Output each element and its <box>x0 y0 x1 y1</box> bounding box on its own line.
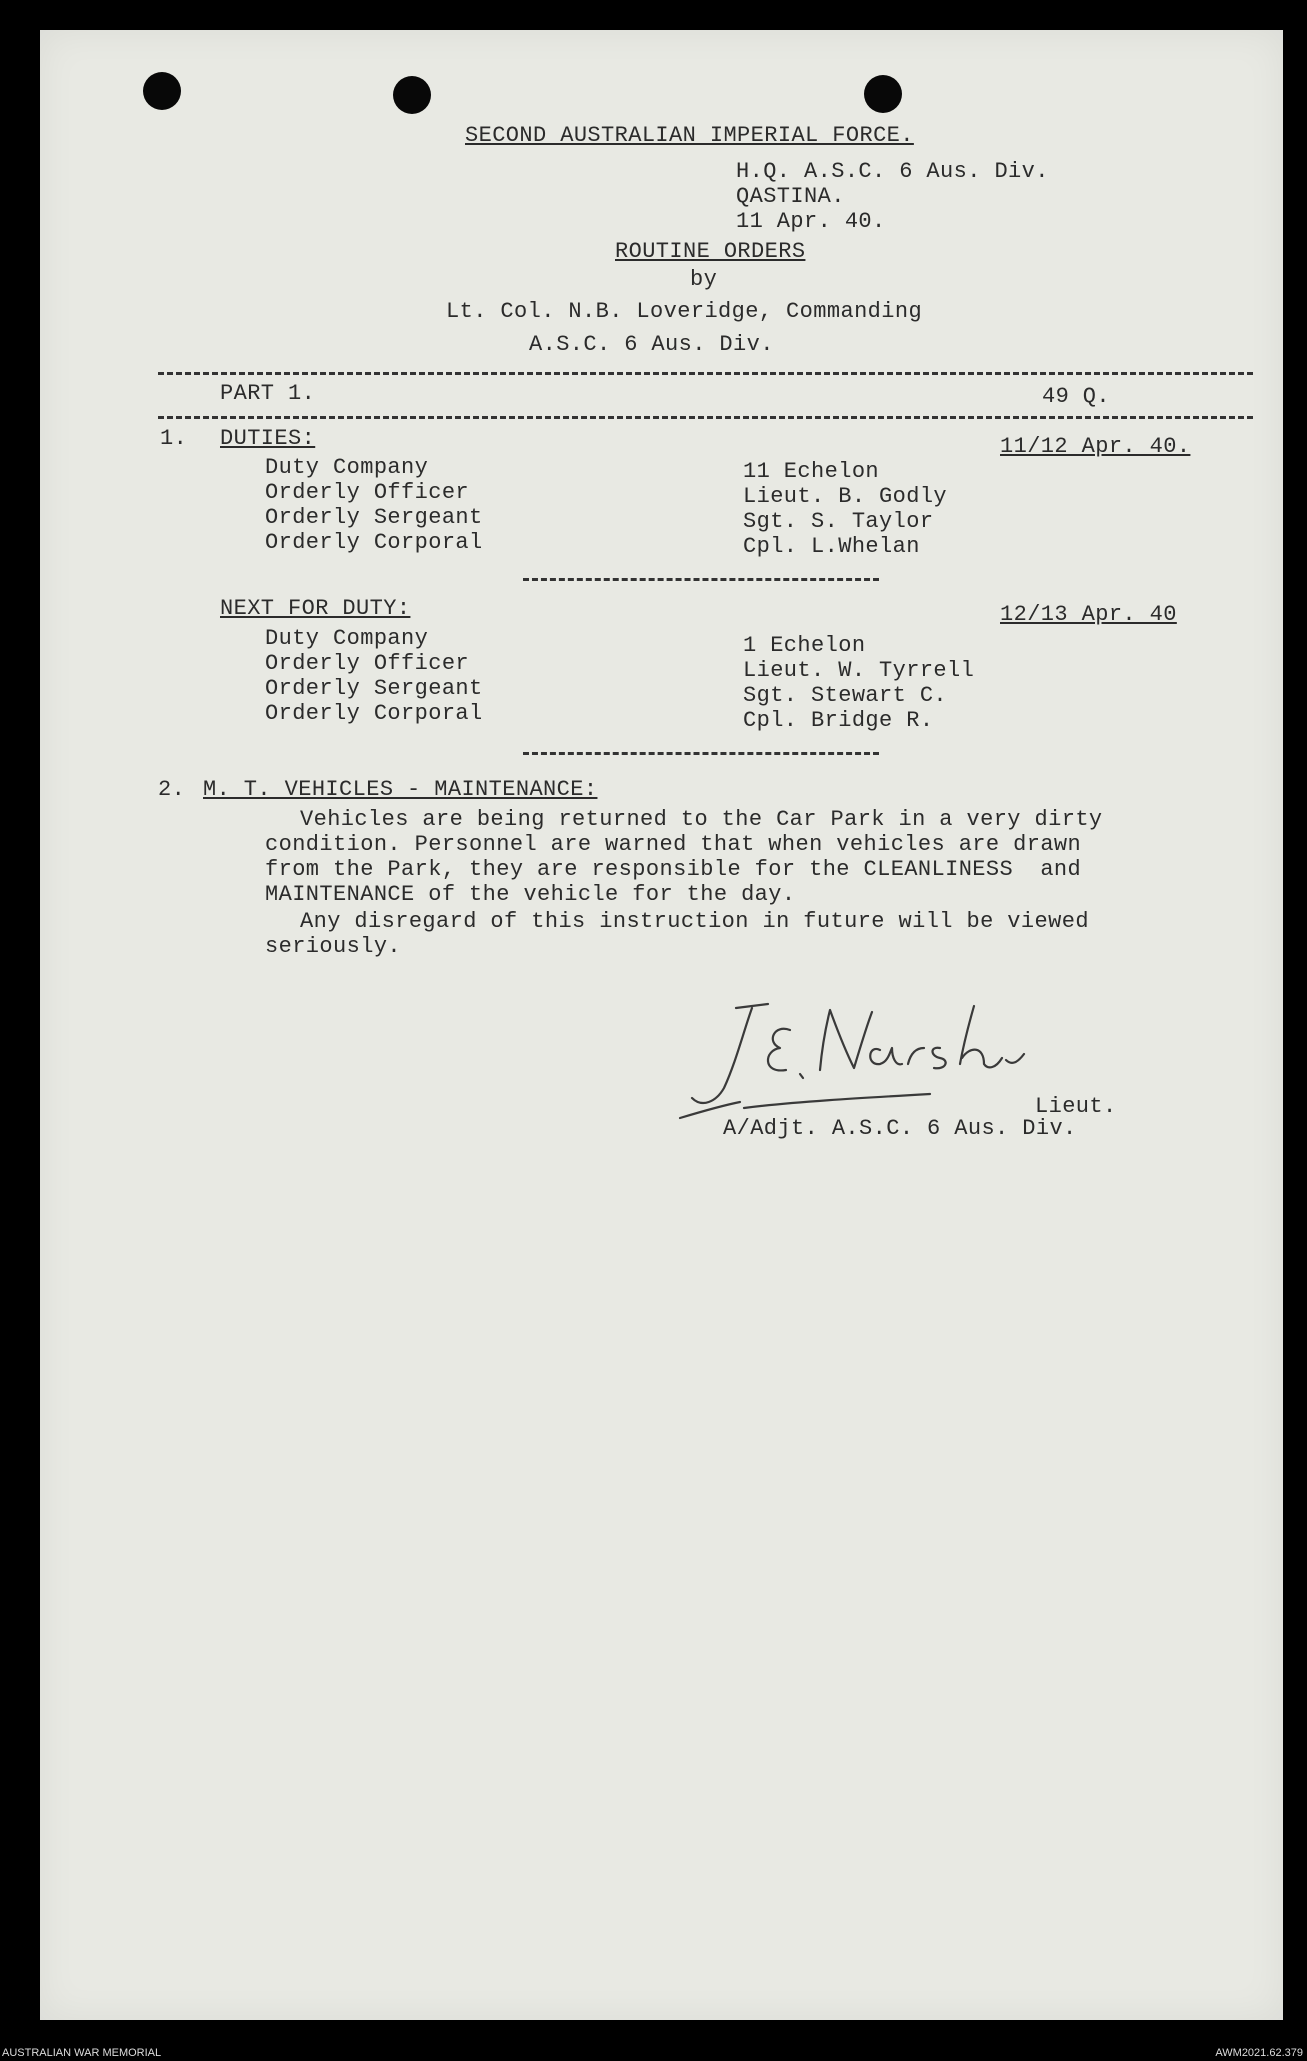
footer-accession: AWM2021.62.379 <box>1215 2047 1303 2059</box>
hq-line: H.Q. A.S.C. 6 Aus. Div. <box>736 159 1049 184</box>
vehicles-heading: M. T. VEHICLES - MAINTENANCE: <box>203 777 598 802</box>
rule-second <box>158 416 1253 419</box>
rule-short-2 <box>523 752 879 755</box>
duty-name: Lieut. B. Godly <box>743 484 948 509</box>
part-number: 49 Q. <box>1042 384 1111 409</box>
date-line: 11 Apr. 40. <box>736 209 886 234</box>
next-duty-role: Orderly Sergeant <box>265 676 483 701</box>
by-line: by <box>690 267 718 292</box>
next-duty-role: Orderly Officer <box>265 651 470 676</box>
vehicles-paragraph-line: condition. Personnel are warned that when vehicles are drawn <box>265 832 1082 857</box>
duty-role: Orderly Sergeant <box>265 505 483 530</box>
place-line: QASTINA. <box>736 184 845 209</box>
footer-source: AUSTRALIAN WAR MEMORIAL <box>2 2047 162 2059</box>
duty-name: 11 Echelon <box>743 459 880 484</box>
commander-line: Lt. Col. N.B. Loveridge, Commanding <box>446 299 923 324</box>
duty-role: Orderly Corporal <box>265 530 483 555</box>
duty-name: Sgt. S. Taylor <box>743 509 934 534</box>
next-duty-date: 12/13 Apr. 40 <box>1000 602 1177 627</box>
force-heading: SECOND AUSTRALIAN IMPERIAL FORCE. <box>465 123 914 148</box>
duty-role: Duty Company <box>265 455 429 480</box>
section-1-number: 1. <box>160 426 188 451</box>
vehicles-paragraph-line: from the Park, they are responsible for the CLEANLINESS and <box>265 857 1082 882</box>
signature-rank: Lieut. <box>1035 1094 1117 1119</box>
vehicles-paragraph-line: Vehicles are being returned to the Car Park in a very dirty <box>300 807 1103 832</box>
vehicles-paragraph-line: MAINTENANCE of the vehicle for the day. <box>265 882 796 907</box>
next-duty-role: Duty Company <box>265 626 429 651</box>
part-label: PART 1. <box>220 381 316 406</box>
duties-heading: DUTIES: <box>220 426 316 451</box>
next-duty-name: Cpl. Bridge R. <box>743 708 934 733</box>
duty-role: Orderly Officer <box>265 480 470 505</box>
next-duty-name: Sgt. Stewart C. <box>743 683 948 708</box>
vehicles-paragraph-line: seriously. <box>265 934 402 959</box>
section-2-number: 2. <box>158 777 186 802</box>
duties-date: 11/12 Apr. 40. <box>1000 434 1191 459</box>
unit-line: A.S.C. 6 Aus. Div. <box>529 332 774 357</box>
next-duty-role: Orderly Corporal <box>265 701 483 726</box>
punch-hole-right <box>864 75 902 113</box>
routine-orders-title: ROUTINE ORDERS <box>615 239 806 264</box>
next-duty-name: 1 Echelon <box>743 633 866 658</box>
next-duty-name: Lieut. W. Tyrrell <box>743 658 975 683</box>
signature-position: A/Adjt. A.S.C. 6 Aus. Div. <box>723 1116 1077 1141</box>
rule-short-1 <box>523 578 879 581</box>
duty-name: Cpl. L.Whelan <box>743 534 920 559</box>
vehicles-paragraph-line: Any disregard of this instruction in future will be viewed <box>300 909 1089 934</box>
rule-top <box>158 372 1253 375</box>
punch-hole-middle <box>393 76 431 114</box>
next-duty-heading: NEXT FOR DUTY: <box>220 596 411 621</box>
punch-hole-left <box>143 72 181 110</box>
